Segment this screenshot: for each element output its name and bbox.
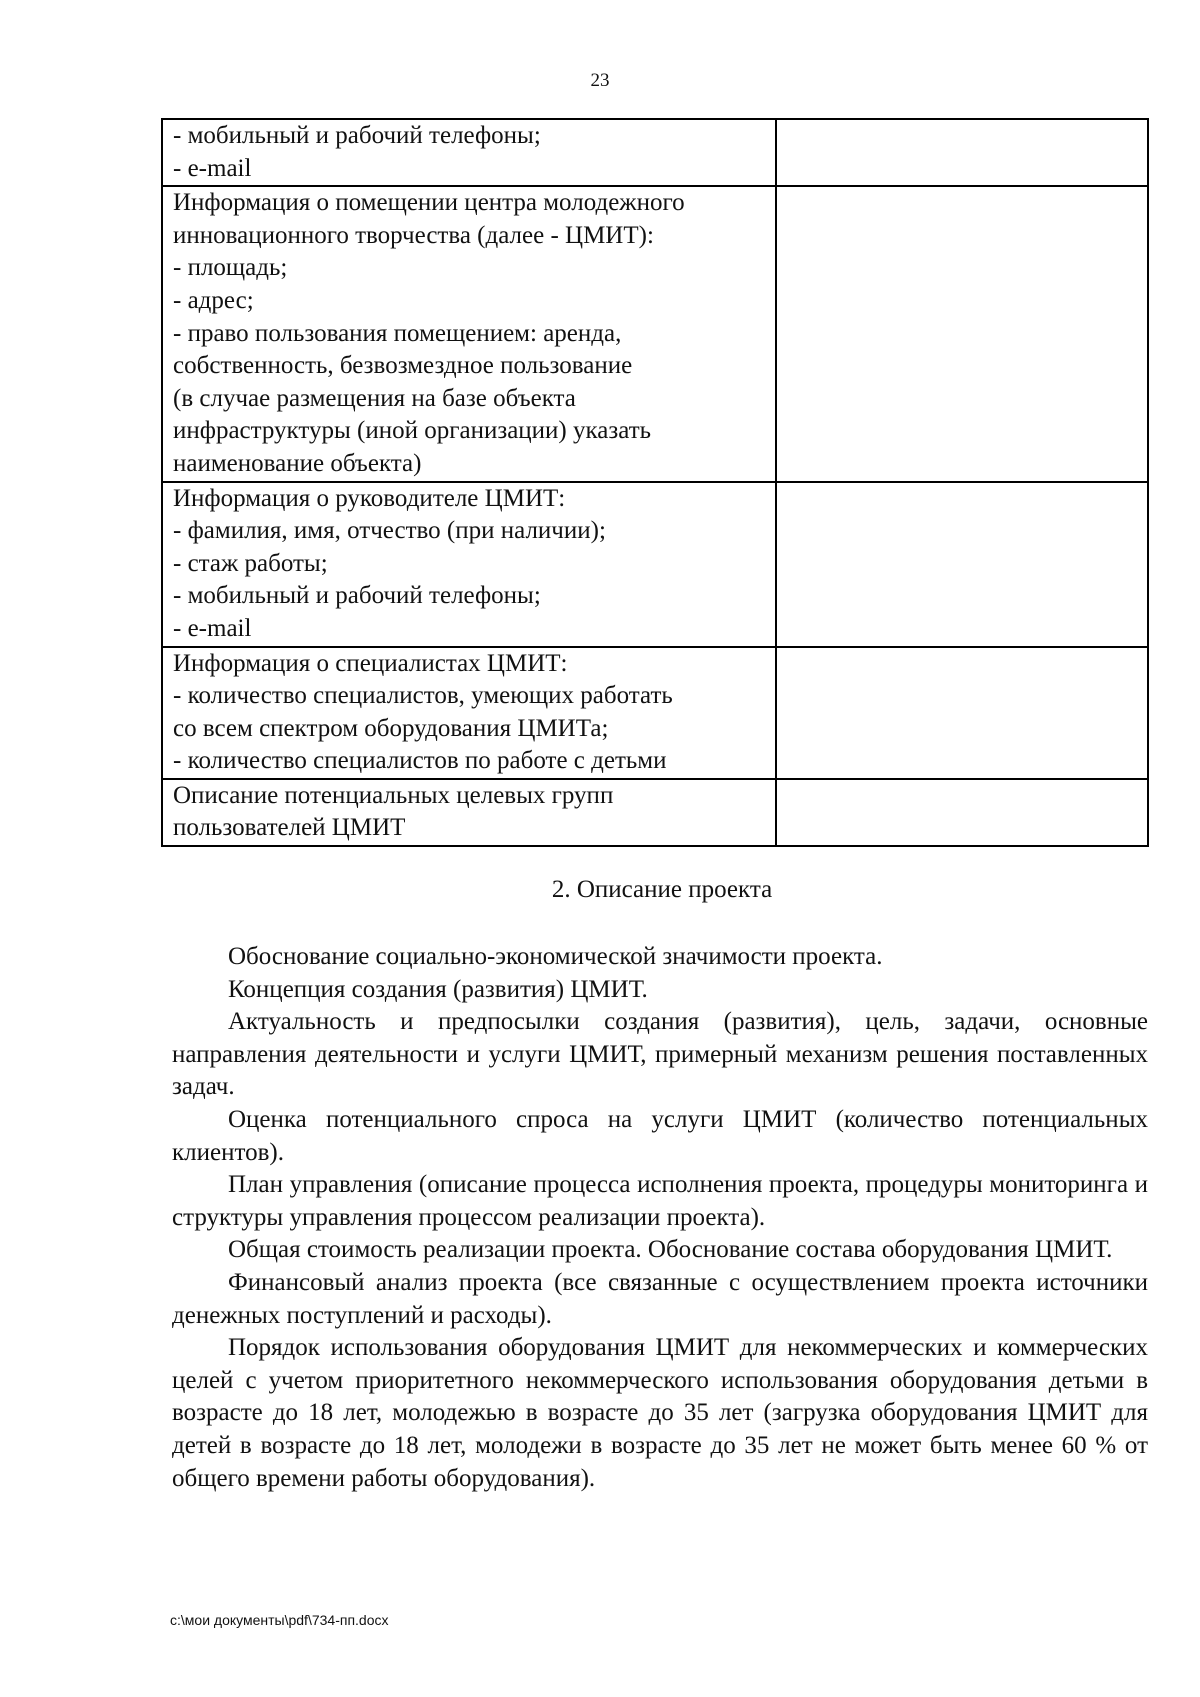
- cell-line: собственность, безвозмездное пользование: [173, 352, 633, 380]
- cell-line: (в случае размещения на базе объекта: [173, 384, 576, 412]
- paragraph: Обоснование социально-экономической значимости проекта.: [228, 943, 883, 970]
- cell-line: Информация о специалистах ЦМИТ:: [173, 649, 568, 677]
- cell-line: инновационного творчества (далее - ЦМИТ):: [173, 221, 654, 249]
- cell-line: - мобильный и рабочий телефоны;: [173, 122, 541, 149]
- table-row: [162, 647, 1148, 779]
- table-cell-value: [776, 119, 1148, 186]
- cell-line: - адрес;: [173, 286, 254, 314]
- cell-line: - стаж работы;: [173, 549, 328, 577]
- paragraph: Концепция создания (развития) ЦМИТ.: [228, 975, 648, 1003]
- section-body: [172, 941, 1148, 1495]
- paragraph: Актуальность и предпосылки создания (развития), цель, задачи, основные направления деятельности и услуги ЦМИТ, примерный механизм решения поставленных задач.: [172, 1008, 1148, 1101]
- paragraph: Порядок использования оборудования ЦМИТ для некоммерческих и коммерческих целей с учетом приоритетного некоммерческого использования оборудования детьми в возрасте до 18 лет, молодежью в возрасте до 35 лет (загрузка оборудования ЦМИТ для детей в возрасте до 18 лет, молодежи в возрасте до 35 лет не может быть менее 60 % от общего времени работы оборудования).: [172, 1334, 1148, 1492]
- paragraph: План управления (описание процесса исполнения проекта, процедуры мониторинга и структуры управления процессом реализации проекта).: [172, 1171, 1148, 1231]
- footer-file-path: c:\мои документы\pdf\734-пп.docx: [170, 1612, 389, 1628]
- table-cell-label: [162, 119, 776, 186]
- table-cell-label: [162, 482, 776, 647]
- table-cell-label: [162, 779, 776, 846]
- cell-line: - площадь;: [173, 254, 288, 282]
- table-cell-value: [776, 482, 1148, 647]
- table-cell-value: [776, 186, 1148, 481]
- table-row: [162, 186, 1148, 481]
- cell-line: - e-mail: [173, 154, 252, 182]
- cell-line: наименование объекта): [173, 449, 422, 477]
- cell-line: пользователей ЦМИТ: [173, 814, 406, 842]
- paragraph: Финансовый анализ проекта (все связанные с осуществлением проекта источники денежных поступлений и расходы).: [172, 1268, 1148, 1329]
- cell-line: - фамилия, имя, отчество (при наличии);: [173, 517, 606, 545]
- paragraph: Общая стоимость реализации проекта. Обоснование состава оборудования ЦМИТ.: [228, 1236, 1113, 1264]
- table-row: [162, 482, 1148, 647]
- table-cell-label: [162, 647, 776, 779]
- table-row: [162, 119, 1148, 186]
- paragraph: Оценка потенциального спроса на услуги ЦМИТ (количество потенциальных клиентов).: [172, 1105, 1148, 1166]
- info-table: [161, 118, 1149, 847]
- cell-line: - количество специалистов, умеющих работать: [173, 682, 673, 710]
- page-number: 23: [590, 70, 610, 91]
- cell-line: - e-mail: [173, 614, 252, 642]
- section-title: 2. Описание проекта: [551, 876, 773, 903]
- cell-line: - количество специалистов по работе с детьми: [173, 747, 667, 775]
- cell-line: инфраструктуры (иной организации) указать: [173, 417, 652, 445]
- table-cell-label: [162, 186, 776, 481]
- cell-line: со всем спектром оборудования ЦМИТа;: [173, 714, 609, 742]
- cell-line: Информация о помещении центра молодежного: [173, 189, 685, 217]
- cell-line: Описание потенциальных целевых групп: [173, 781, 614, 809]
- cell-line: - право пользования помещением: аренда,: [173, 319, 622, 347]
- table-cell-value: [776, 647, 1148, 779]
- table-row: [162, 779, 1148, 846]
- table-cell-value: [776, 779, 1148, 846]
- cell-line: - мобильный и рабочий телефоны;: [173, 582, 541, 610]
- cell-line: Информация о руководителе ЦМИТ:: [173, 484, 566, 512]
